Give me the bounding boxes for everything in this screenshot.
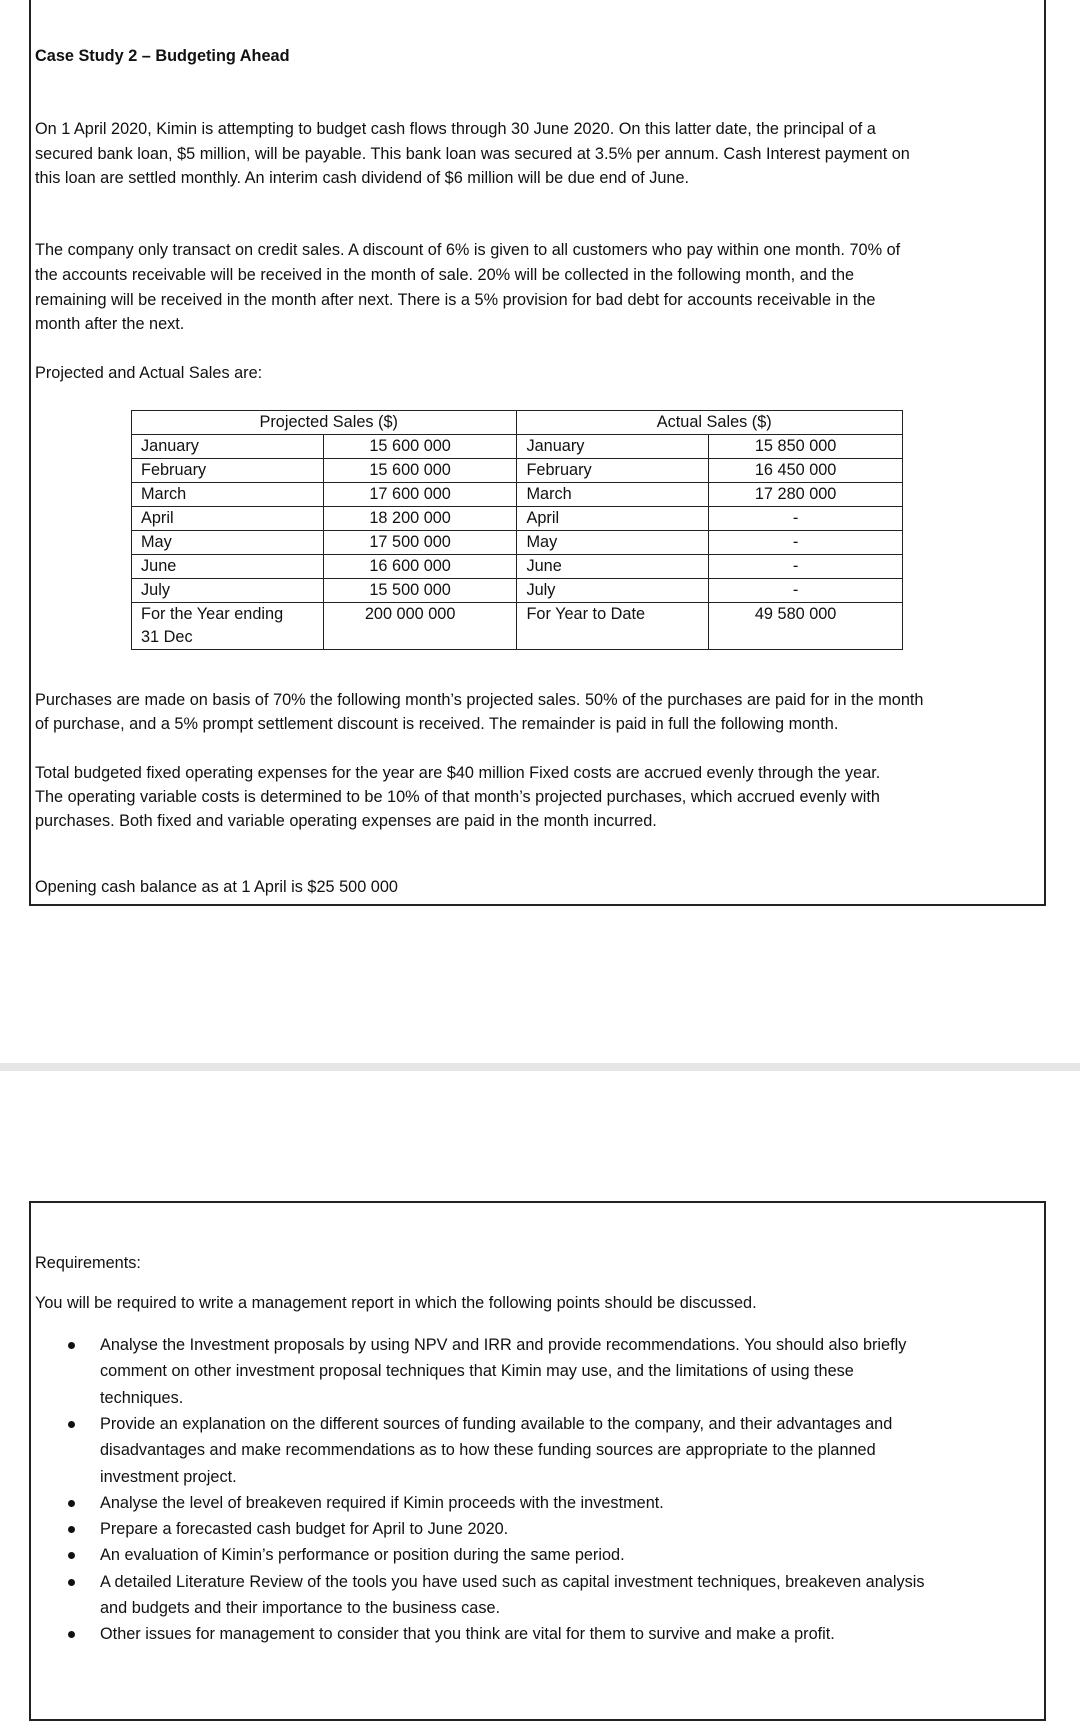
projected-value: 16 600 000 (323, 555, 517, 579)
table-row (132, 483, 903, 507)
list-item-text: and budgets and their importance to the business case. (100, 1599, 501, 1617)
text-line: month after the next. (35, 315, 185, 333)
actual-sales-header: Actual Sales ($) (517, 411, 903, 435)
list-item-text: Other issues for management to consider that you think are vital for them to survive and make a profit. (100, 1625, 835, 1644)
actual-value: - (709, 531, 903, 555)
list-item-text: An evaluation of Kimin’s performance or position during the same period. (100, 1546, 625, 1565)
projected-month: February (132, 459, 324, 483)
table-row (132, 555, 903, 579)
sales-intro: Projected and Actual Sales are: (35, 364, 263, 382)
projected-value: 15 600 000 (323, 459, 517, 483)
list-item-text: Analyse the Investment proposals by using NPV and IRR and provide recommendations. You should also briefly (100, 1336, 907, 1354)
case-study-title: Case Study 2 – Budgeting Ahead (35, 47, 290, 65)
text-line: The company only transact on credit sales. A discount of 6% is given to all customers who pay within one month. 70% of (35, 241, 901, 259)
actual-month: June (517, 555, 709, 579)
list-item-text: techniques. (100, 1388, 184, 1407)
projected-sales-header: Projected Sales ($) (132, 411, 517, 435)
projected-value: 15 600 000 (323, 435, 517, 459)
requirements-heading: Requirements: (35, 1254, 141, 1272)
actual-value: - (709, 555, 903, 579)
projected-value: 17 600 000 (323, 483, 517, 507)
text-line: Total budgeted fixed operating expenses for the year are $40 million Fixed costs are accrued evenly through the year. (35, 764, 881, 782)
projected-value: 17 500 000 (323, 531, 517, 555)
actual-month: March (517, 483, 709, 507)
list-item-text: Provide an explanation on the different sources of funding available to the company, and their advantages and (100, 1414, 893, 1433)
actual-total-value: 49 580 000 (709, 603, 903, 650)
projected-value: 15 500 000 (323, 579, 517, 603)
actual-month: July (517, 579, 709, 603)
text-line: this loan are settled monthly. An interim cash dividend of $6 million will be due end of June. (35, 169, 690, 187)
actual-value: 15 850 000 (709, 435, 903, 459)
projected-month: April (132, 507, 324, 531)
table-row (132, 531, 903, 555)
text-line: the accounts receivable will be received in the month of sale. 20% will be collected in the following month, and the (35, 266, 855, 284)
opening-balance: Opening cash balance as at 1 April is $25 500 000 (35, 878, 398, 896)
table-row (132, 435, 903, 459)
list-item-text: comment on other investment proposal techniques that Kimin may use, and the limitations of using these (100, 1362, 854, 1381)
actual-month: January (517, 435, 709, 459)
bullet-icon (68, 1342, 75, 1349)
actual-month: February (517, 459, 709, 483)
table-total-row (132, 603, 903, 650)
list-item-text: A detailed Literature Review of the tools you have used such as capital investment techniques, breakeven analysis (100, 1572, 925, 1591)
text-line: of purchase, and a 5% prompt settlement discount is received. The remainder is paid in full the following month. (35, 715, 839, 733)
bullet-icon (68, 1421, 75, 1428)
actual-month: April (517, 507, 709, 531)
projected-month: January (132, 435, 324, 459)
list-item-text: Analyse the level of breakeven required if Kimin proceeds with the investment. (100, 1493, 664, 1512)
requirements-intro: You will be required to write a management report in which the following points should be discussed. (35, 1294, 757, 1312)
actual-total-label: For Year to Date (517, 603, 709, 650)
text-line: On 1 April 2020, Kimin is attempting to budget cash flows through 30 June 2020. On this latter date, the principal of a (35, 120, 876, 138)
text-line: The operating variable costs is determined to be 10% of that month’s projected purchases, which accrued evenly with (35, 788, 880, 806)
projected-month: July (132, 579, 324, 603)
bullet-icon (68, 1500, 75, 1507)
bullet-icon (68, 1579, 75, 1586)
projected-total-value: 200 000 000 (323, 603, 517, 650)
table-header-row (132, 411, 903, 435)
table-row (132, 579, 903, 603)
actual-value: - (709, 507, 903, 531)
table-row (132, 459, 903, 483)
text-line: Purchases are made on basis of 70% the following month’s projected sales. 50% of the purchases are paid for in the month (35, 691, 924, 709)
actual-month: May (517, 531, 709, 555)
list-item-text: disadvantages and make recommendations as to how these funding sources are appropriate to the planned (100, 1441, 876, 1460)
page-separator (0, 1063, 1080, 1071)
list-item-text: Prepare a forecasted cash budget for April to June 2020. (100, 1520, 509, 1539)
text-line: secured bank loan, $5 million, will be payable. This bank loan was secured at 3.5% per annum. Cash Interest payment on (35, 145, 910, 163)
actual-value: 17 280 000 (709, 483, 903, 507)
text-line: purchases. Both fixed and variable operating expenses are paid in the month incurred. (35, 812, 657, 830)
sales-table (131, 410, 903, 650)
text-line: remaining will be received in the month after next. There is a 5% provision for bad debt for accounts receivable in the (35, 291, 876, 309)
actual-value: 16 450 000 (709, 459, 903, 483)
list-item-text: investment project. (100, 1467, 237, 1486)
actual-value: - (709, 579, 903, 603)
projected-month: March (132, 483, 324, 507)
projected-month: June (132, 555, 324, 579)
projected-month: May (132, 531, 324, 555)
projected-total-label: For the Year ending 31 Dec (132, 603, 324, 650)
table-row (132, 507, 903, 531)
projected-value: 18 200 000 (323, 507, 517, 531)
